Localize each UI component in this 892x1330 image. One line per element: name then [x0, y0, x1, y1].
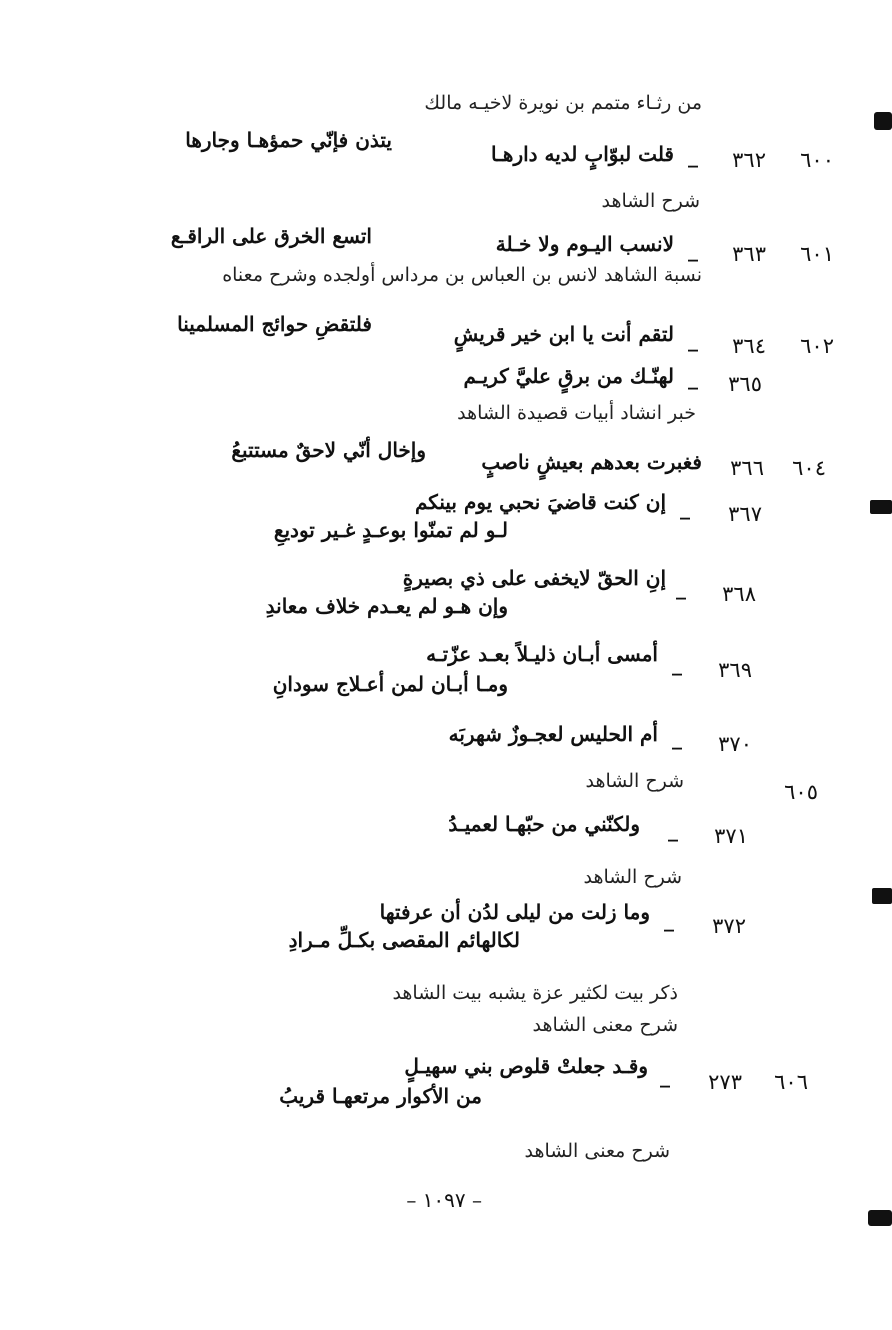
verse-hemistich-first: فغبرت بعدهم بعيشٍ ناصبٍ [481, 450, 702, 474]
heading-line: نسبة الشاهد لانس بن العباس بن مرداس أولجده وشرح معناه [222, 264, 702, 286]
entry-index: ٦٠٥ [784, 780, 818, 804]
verse-number: ٣٧٠ [718, 732, 752, 756]
verse-number: ٢٧٣ [708, 1070, 742, 1094]
verse-dash: _ [688, 144, 698, 168]
heading-line: شرح معنى الشاهد [532, 1014, 678, 1036]
heading-line: ذكر بيت لكثير عزة يشبه بيت الشاهد [392, 982, 678, 1004]
verse-hemistich-first: إنِ الحقّ لايخفى على ذي بصيرةٍ [402, 566, 666, 590]
verse-hemistich-first: ولكنّني من حبّهـا لعميـدُ [448, 812, 640, 836]
verse-dash: _ [680, 496, 690, 520]
entry-index: ٦٠٤ [792, 456, 826, 480]
verse-hemistich-second: من الأكوار مرتعهـا قريبُ [279, 1084, 482, 1108]
verse-hemistich-second: ومـا أبـان لمن أعـلاج سودانِ [272, 672, 508, 696]
verse-dash: _ [668, 818, 678, 842]
verse-hemistich-second: فلتقضِ حوائج المسلمينا [177, 312, 372, 336]
verse-hemistich-first: لتقم أنت يا ابن خير قريشٍ [453, 322, 674, 346]
verse-hemistich-second: لـو لم تمنّوا بوعـدٍ غـير توديعِ [273, 518, 508, 542]
scan-mark [868, 1210, 892, 1226]
heading-line: خبر انشاد أبيات قصيدة الشاهد [457, 402, 696, 424]
verse-hemistich-second: وإخال أنّي لاحقٌ مستتبعُ [231, 438, 426, 462]
scan-mark [874, 112, 892, 130]
verse-number: ٣٦٧ [728, 502, 762, 526]
heading-line: من رثـاء متمم بن نويرة لاخيـه مالك [424, 92, 702, 114]
entry-index: ٦٠٠ [800, 148, 834, 172]
verse-number: ٣٦٨ [722, 582, 756, 606]
verse-dash: _ [664, 908, 674, 932]
heading-line: شرح الشاهد [601, 190, 700, 212]
verse-dash: _ [676, 576, 686, 600]
verse-hemistich-second: اتسع الخرق على الراقـع [170, 224, 372, 248]
verse-hemistich-first: وما زلت من ليلى لدُن أن عرفتها [379, 900, 650, 924]
verse-hemistich-first: إن كنت قاضيَ نحبي يوم بينكم [414, 490, 666, 514]
verse-hemistich-first: قلت لبوّابٍ لديه دارهـا [490, 142, 674, 166]
verse-number: ٣٦٥ [728, 372, 762, 396]
verse-hemistich-first: لهنّـك من برقٍ عليَّ كريـم [463, 364, 674, 388]
verse-number: ٣٦٢ [732, 148, 766, 172]
verse-hemistich-second: وإن هـو لم يعـدم خلاف معاندِ [265, 594, 508, 618]
verse-dash: _ [688, 366, 698, 390]
verse-dash: _ [660, 1064, 670, 1088]
entry-index: ٦٠١ [800, 242, 834, 266]
verse-hemistich-second: يتذن فإنّي حمؤهـا وجارها [185, 128, 392, 152]
verse-number: ٣٦٤ [732, 334, 766, 358]
entry-index: ٦٠٢ [800, 334, 834, 358]
verse-number: ٣٦٦ [730, 456, 764, 480]
entry-index: ٦٠٦ [774, 1070, 808, 1094]
verse-hemistich-second: لكالهائم المقصى بكـلِّ مـرادِ [288, 928, 520, 952]
verse-hemistich-first: وقـد جعلتْ قلوص بني سهيـلٍ [404, 1054, 648, 1078]
verse-hemistich-first: لانسب اليـوم ولا خـلة [495, 232, 674, 256]
verse-dash: _ [672, 652, 682, 676]
verse-number: ٣٦٩ [718, 658, 752, 682]
verse-number: ٣٦٣ [732, 242, 766, 266]
scan-mark [872, 888, 892, 904]
verse-dash: _ [688, 328, 698, 352]
verse-hemistich-first: أم الحليس لعجـوزٌ شهربَه [448, 722, 658, 746]
verse-dash: _ [672, 726, 682, 750]
heading-line: شرح معنى الشاهد [524, 1140, 670, 1162]
verse-dash: _ [688, 238, 698, 262]
verse-hemistich-first: أمسى أبـان ذليـلاً بعـد عزّتـه [426, 642, 658, 666]
scan-mark [870, 500, 892, 514]
heading-line: شرح الشاهد [583, 866, 682, 888]
page-number: – ١٠٩٧ – [406, 1188, 482, 1212]
verse-number: ٣٧٢ [712, 914, 746, 938]
heading-line: شرح الشاهد [585, 770, 684, 792]
verse-number: ٣٧١ [714, 824, 748, 848]
